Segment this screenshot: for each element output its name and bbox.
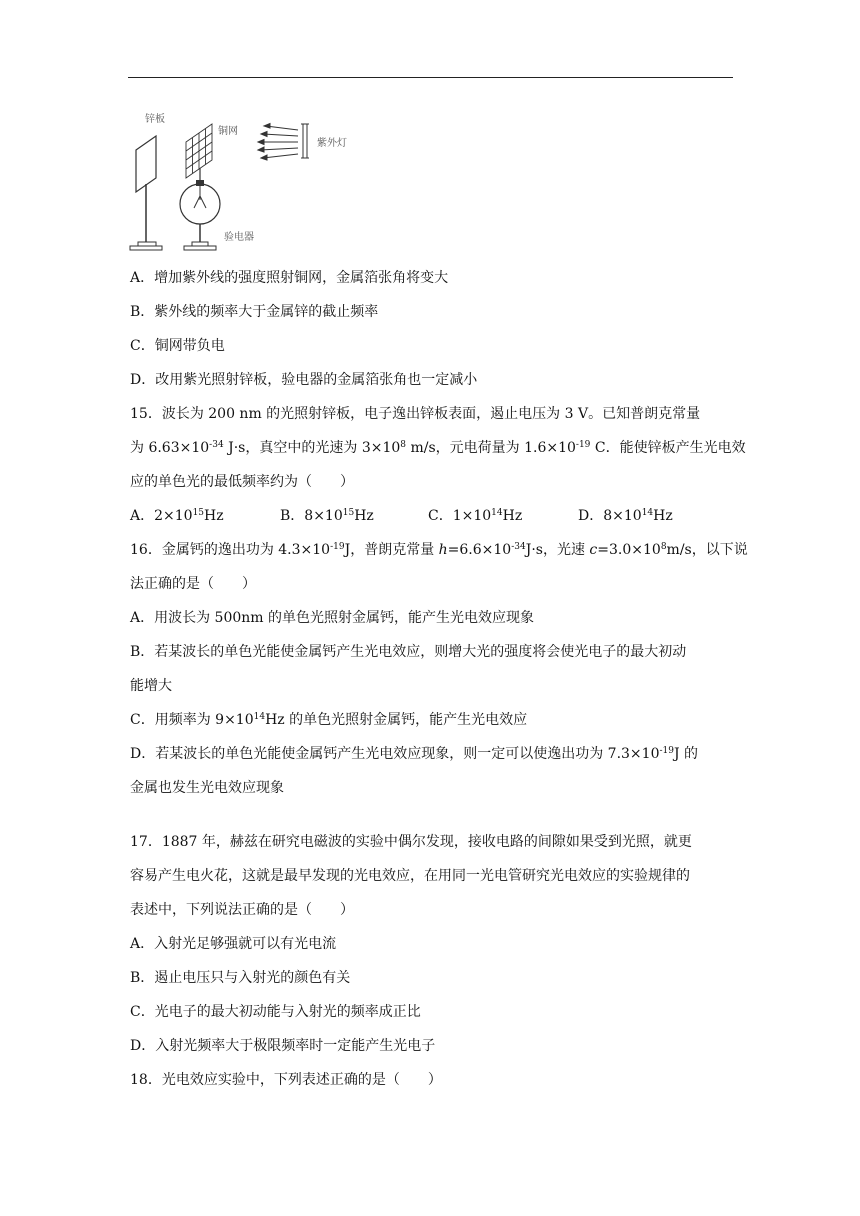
q16-stem-line2: 法正确的是（ ） <box>130 576 256 592</box>
electroscope-base-top <box>192 242 208 246</box>
label-mesh: 铜网 <box>218 126 238 137</box>
q16-option-c: C．用频率为 $9\times 10^{14}Hz$ 的单色光照射金属钙，能产生光电效应 <box>130 712 528 728</box>
q14-option-b: B．紫外线的频率大于金属锌的截止频率 <box>130 304 379 320</box>
q15-option-d: D．$8\times 10^{14}Hz$ <box>578 508 673 524</box>
q17-option-c: C．光电子的最大初动能与入射光的频率成正比 <box>130 1004 421 1020</box>
q16-option-b-line1: B．若某波长的单色光能使金属钙产生光电效应，则增大光的强度将会使光电子的最大初动 <box>130 644 687 660</box>
q15-stem-line1: 15．波长为 200 nm 的光照射锌板，电子逸出锌板表面，遏止电压为 3 V。已知普朗克常量 <box>130 406 701 422</box>
electroscope-cap <box>196 180 204 186</box>
q16-option-a: A．用波长为 500nm 的单色光照射金属钙，能产生光电效应现象 <box>130 610 535 626</box>
header-rule <box>128 77 733 78</box>
q17-stem-line1: 17．1887 年，赫兹在研究电磁波的实验中偶尔发现，接收电路的间隙如果受到光照，就更 <box>130 834 692 850</box>
label-lamp: 紫外灯 <box>317 138 347 149</box>
uv-lamp <box>301 124 309 158</box>
q16-option-b-line2: 能增大 <box>130 678 172 694</box>
label-zinc: 锌板 <box>145 114 165 125</box>
q15-option-c: C．$1\times 10^{14}Hz$ <box>428 508 523 524</box>
q15-option-a: A．$2\times 10^{15}Hz$ <box>130 508 224 524</box>
q17-stem-line2: 容易产生电火花，这就是最早发现的光电效应，在用同一光电管研究光电效应的实验规律的 <box>130 868 690 884</box>
q16-option-d-line2: 金属也发生光电效应现象 <box>130 780 284 796</box>
q15-stem-line3: 应的单色光的最低频率约为（ ） <box>130 474 354 490</box>
zinc-base <box>130 246 162 250</box>
experiment-figure <box>124 100 374 256</box>
zinc-base-top <box>138 242 156 246</box>
q14-option-c: C．铜网带负电 <box>130 338 225 354</box>
q17-option-b: B．遏止电压只与入射光的颜色有关 <box>130 970 351 986</box>
q14-option-d: D．改用紫光照射锌板，验电器的金属箔张角也一定减小 <box>130 372 478 388</box>
electroscope-base <box>184 246 216 250</box>
label-electroscope: 验电器 <box>224 232 254 243</box>
q18-stem-line1: 18．光电效应实验中，下列表述正确的是（ ） <box>130 1072 442 1088</box>
q15-option-b: B．$8\times 10^{15}Hz$ <box>280 508 374 524</box>
q17-option-d: D．入射光频率大于极限频率时一定能产生光电子 <box>130 1038 436 1054</box>
copper-mesh <box>186 124 212 178</box>
q17-stem-line3: 表述中，下列说法正确的是（ ） <box>130 902 354 918</box>
q17-option-a: A．入射光足够强就可以有光电流 <box>130 936 337 952</box>
q14-option-a: A．增加紫外线的强度照射铜网，金属箔张角将变大 <box>130 270 449 286</box>
q16-option-d-line1: D．若某波长的单色光能使金属钙产生光电效应现象，则一定可以使逸出功为 $7.3\times 10^{-19}J$ 的 <box>130 746 699 762</box>
q16-stem-line1: 16．金属钙的逸出功为 $4.3\times 10^{-19}J$，普朗克常量 $h=6.6\times 10^{-34}J\cdot s$，光速 $c=3.0\times 10^8m/s$，以下说 <box>130 542 748 558</box>
zinc-plate <box>136 136 156 192</box>
uv-rays <box>258 124 298 161</box>
q15-stem-line2: 为 $6.63\times 10^{-34}$ J·s，真空中的光速为 $3\times 10^8$ m/s，元电荷量为 $1.6\times 10^{-19}$ C．能使锌板产生光电效 <box>130 440 746 456</box>
